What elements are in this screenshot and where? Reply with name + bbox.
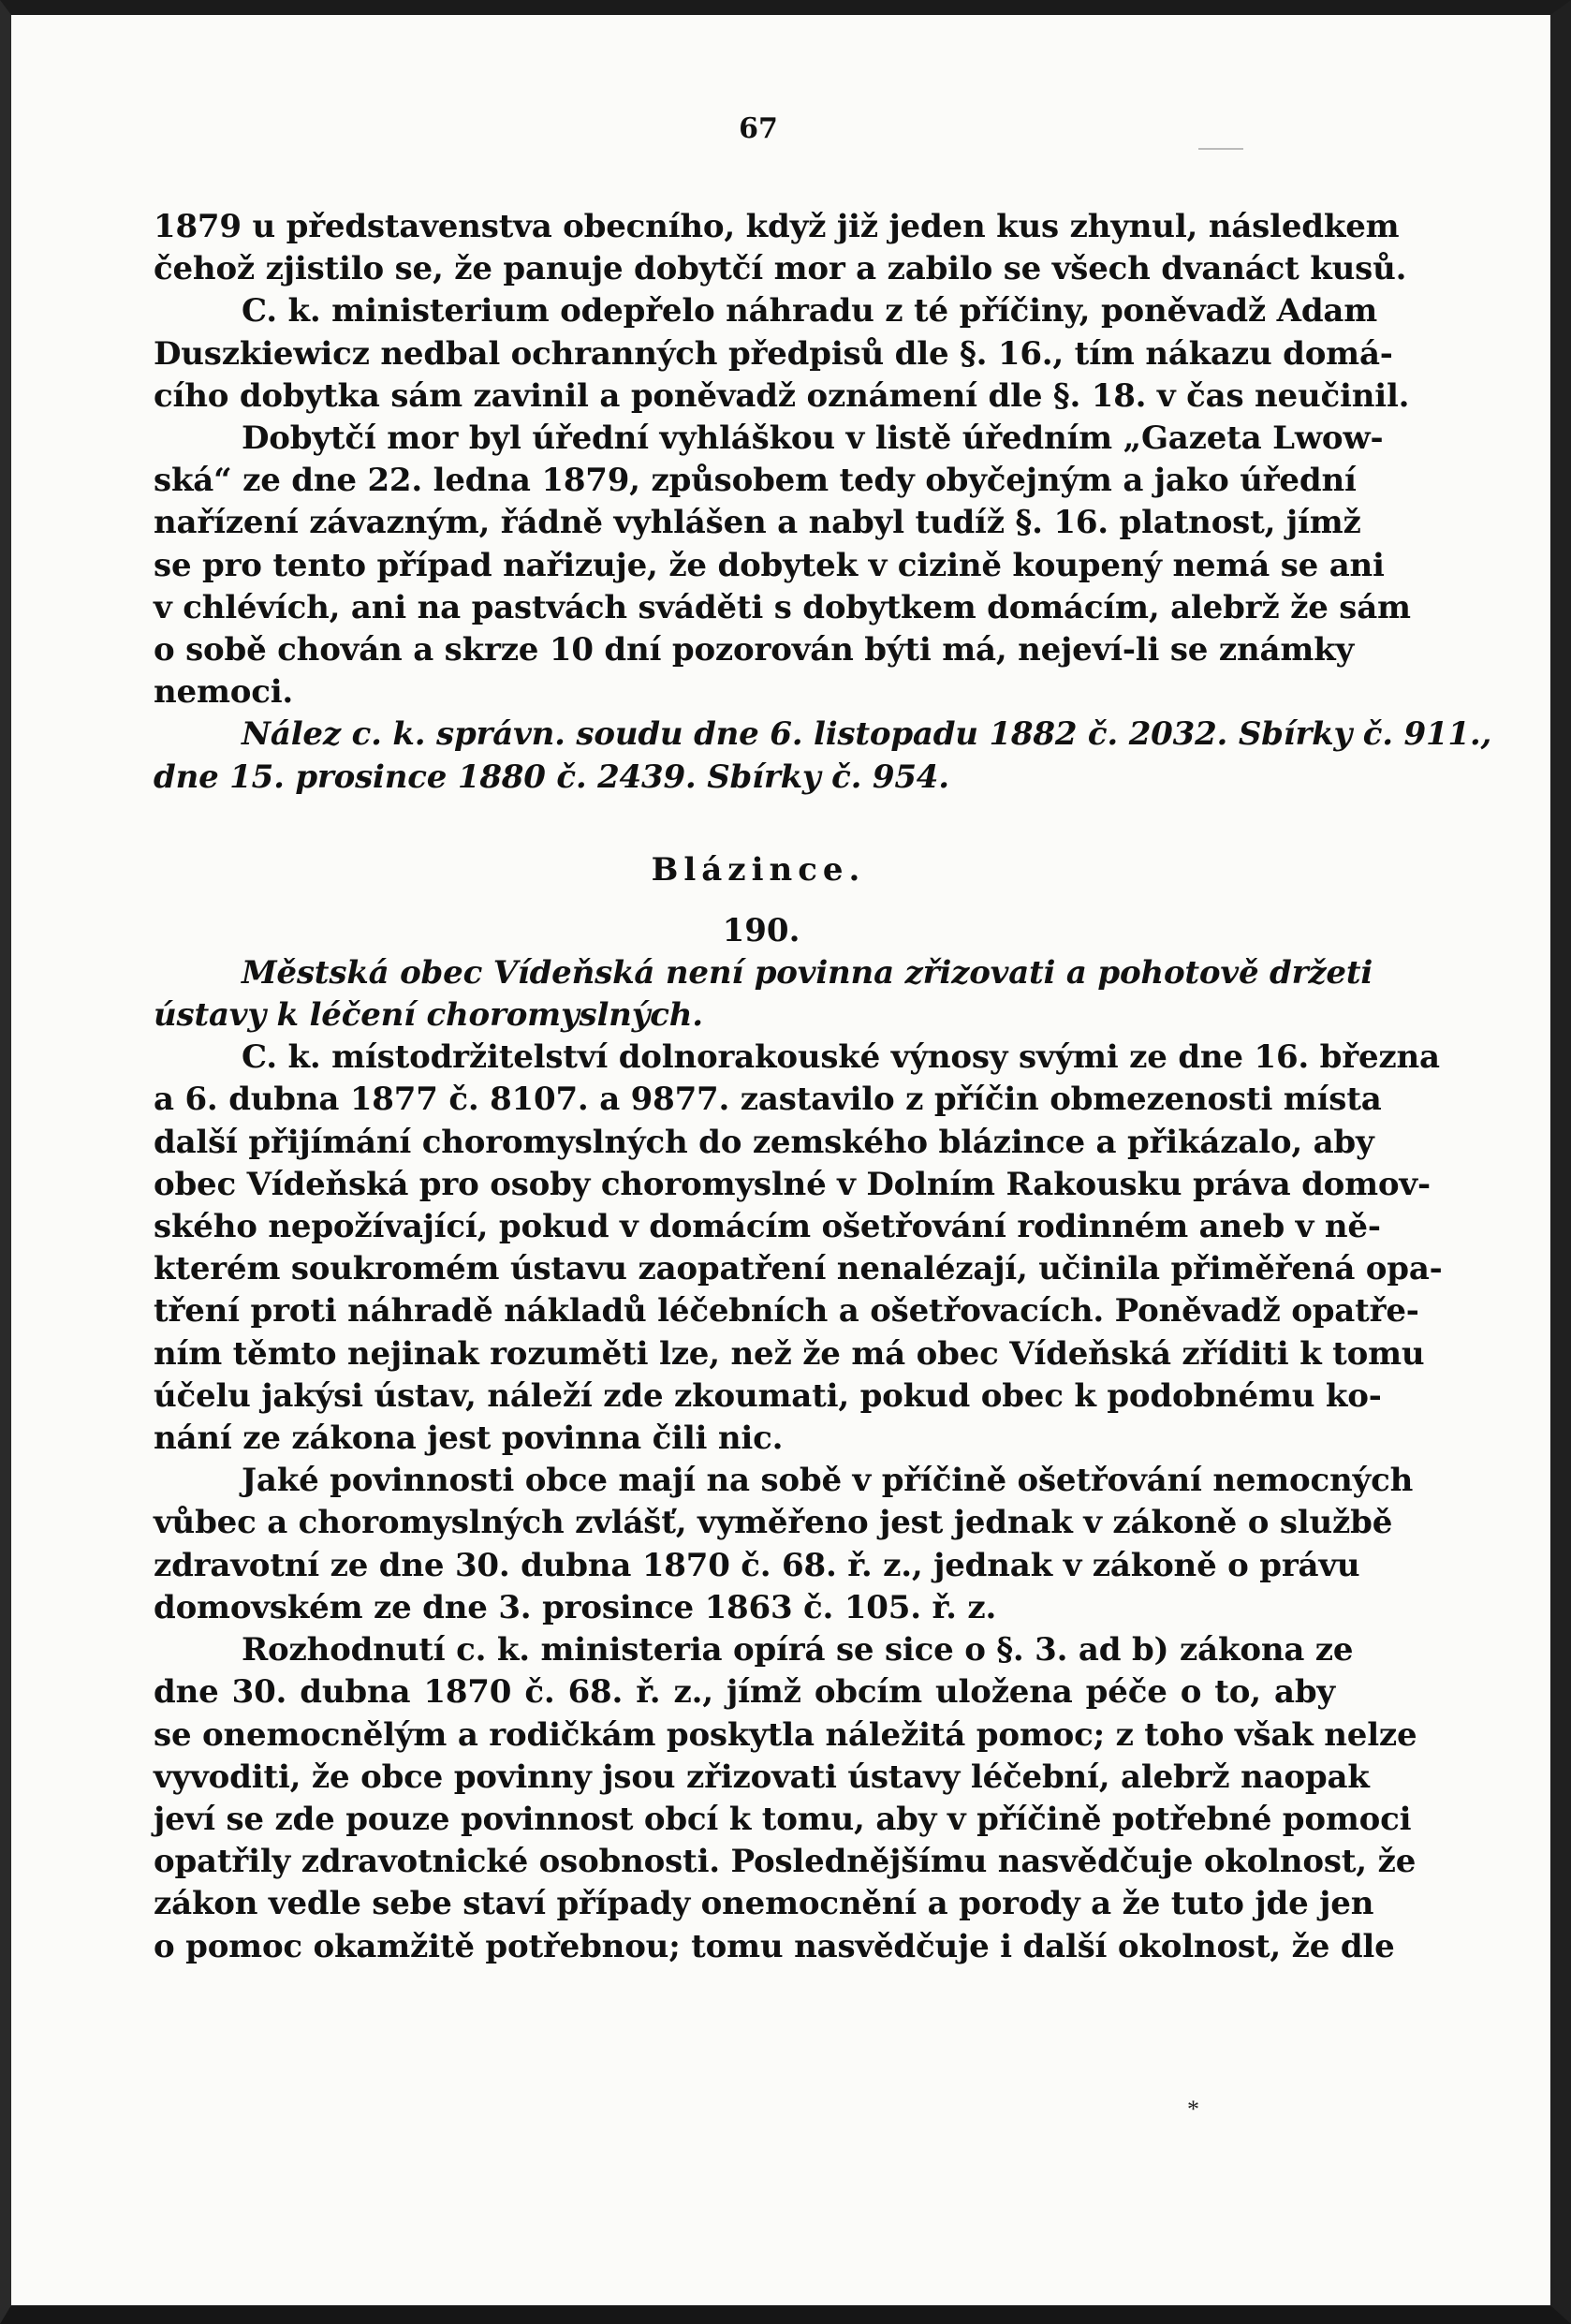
- paragraph-line: jeví se zde pouze povinnost obcí k tomu, aby v příčině potřebné pomoci: [154, 1800, 1412, 1838]
- paragraph-line: nání ze zákona jest povinna čili nic.: [154, 1419, 784, 1458]
- paragraph-line: vůbec a choromyslných zvlášť, vyměřeno jest jednak v zákoně o službě: [154, 1504, 1393, 1542]
- case-line: C. k. ministerium odepřelo náhradu z té příčiny, poněvadž Adam: [242, 292, 1378, 331]
- paragraph-line: kterém soukromém ústavu zaopatření nenalézají, učinila přiměřená opa-: [154, 1250, 1443, 1288]
- court-citation: dne 15. prosince 1880 č. 2439. Sbírky č. 954.: [154, 758, 949, 796]
- paragraph-line: zákon vedle sebe staví případy onemocnění a porody a že tuto jde jen: [154, 1885, 1374, 1923]
- court-citation: Nález c. k. správn. soudu dne 6. listopadu 1882 č. 2032. Sbírky č. 911.,: [242, 715, 1492, 754]
- article-summary: Městská obec Vídeňská není povinna zřizovati a pohotově držeti: [242, 953, 1373, 992]
- case-line: se pro tento případ nařizuje, že dobytek v cizině koupený nemá se ani: [154, 546, 1385, 584]
- case-line: 1879 u představenstva obecního, když již jeden kus zhynul, následkem: [154, 208, 1400, 245]
- paragraph-line: dne 30. dubna 1870 č. 68. ř. z., jímž obcím uložena péče o to, aby: [154, 1673, 1335, 1712]
- paragraph-line: obec Vídeňská pro osoby choromyslné v Dolním Rakousku práva domov-: [154, 1165, 1431, 1203]
- paragraph-line: ním těmto nejinak rozuměti lze, než že má obec Vídeňská zříditi k tomu: [154, 1334, 1425, 1373]
- paragraph-line: C. k. místodržitelství dolnorakouské výnosy svými ze dne 16. března: [242, 1038, 1440, 1077]
- case-line: v chlévích, ani na pastvách sváděti s dobytkem domácím, alebrž že sám: [154, 588, 1411, 626]
- case-line: nemoci.: [154, 673, 294, 712]
- article-summary: ústavy k léčení choromyslných.: [154, 996, 703, 1035]
- case-line: nařízení závazným, řádně vyhlášen a nabyl tudíž §. 16. platnost, jímž: [154, 504, 1361, 542]
- case-line: čehož zjistilo se, že panuje dobytčí mor a zabilo se všech dvanáct kusů.: [154, 250, 1407, 288]
- paragraph-line: domovském ze dne 3. prosince 1863 č. 105. ř. z.: [154, 1588, 997, 1626]
- case-line: Duszkiewicz nedbal ochranných předpisů dle §. 16., tím nákazu domá-: [154, 334, 1393, 373]
- section-heading: Blázince.: [651, 850, 866, 889]
- paragraph-line: tření proti náhradě nákladů léčebních a ošetřovacích. Poněvadž opatře-: [154, 1292, 1419, 1331]
- paragraph-line: o pomoc okamžitě potřebnou; tomu nasvědčuje i další okolnost, že dle: [154, 1927, 1395, 1965]
- document-page: [154, 110, 1492, 1968]
- paragraph-line: vyvoditi, že obce povinny jsou zřizovati ústavy léčební, alebrž naopak: [154, 1758, 1370, 1796]
- paragraph-line: se onemocnělým a rodičkám poskytla náležitá pomoc; z toho však nelze: [154, 1715, 1417, 1754]
- paragraph-line: účelu jakýsi ústav, náleží zde zkoumati, pokud obec k podobnému ko-: [154, 1376, 1382, 1415]
- case-text: [154, 206, 1492, 799]
- page-number: 67: [739, 112, 778, 145]
- paragraph-line: a 6. dubna 1877 č. 8107. a 9877. zastavilo z příčin obmezenosti místa: [154, 1081, 1382, 1119]
- article-text: [154, 952, 1443, 1968]
- article-number: 190.: [722, 911, 800, 949]
- case-line: Dobytčí mor byl úřední vyhláškou v listě úředním „Gazeta Lwow-: [242, 419, 1384, 458]
- signature-mark: *: [1187, 2096, 1199, 2123]
- paragraph-line: zdravotní ze dne 30. dubna 1870 č. 68. ř. z., jednak v zákoně o právu: [154, 1546, 1360, 1584]
- paragraph-line: opatřily zdravotnické osobnosti. Poslednějšímu nasvědčuje okolnost, že: [154, 1843, 1417, 1881]
- case-line: o sobě chován a skrze 10 dní pozorován býti má, nejeví-li se známky: [154, 631, 1355, 669]
- paragraph-line: další přijímání choromyslných do zemského blázince a přikázalo, aby: [154, 1123, 1374, 1161]
- paragraph-line: Jaké povinnosti obce mají na sobě v příčině ošetřování nemocných: [242, 1462, 1414, 1500]
- case-line: ská“ ze dne 22. ledna 1879, způsobem tedy obyčejným a jako úřední: [154, 462, 1357, 500]
- paragraph-line: ského nepožívající, pokud v domácím ošetřování rodinném aneb v ně-: [154, 1208, 1381, 1246]
- paragraph-line: Rozhodnutí c. k. ministeria opírá se sice o §. 3. ad b) zákona ze: [242, 1631, 1354, 1669]
- case-line: cího dobytka sám zavinil a poněvadž oznámení dle §. 18. v čas neučinil.: [154, 376, 1410, 415]
